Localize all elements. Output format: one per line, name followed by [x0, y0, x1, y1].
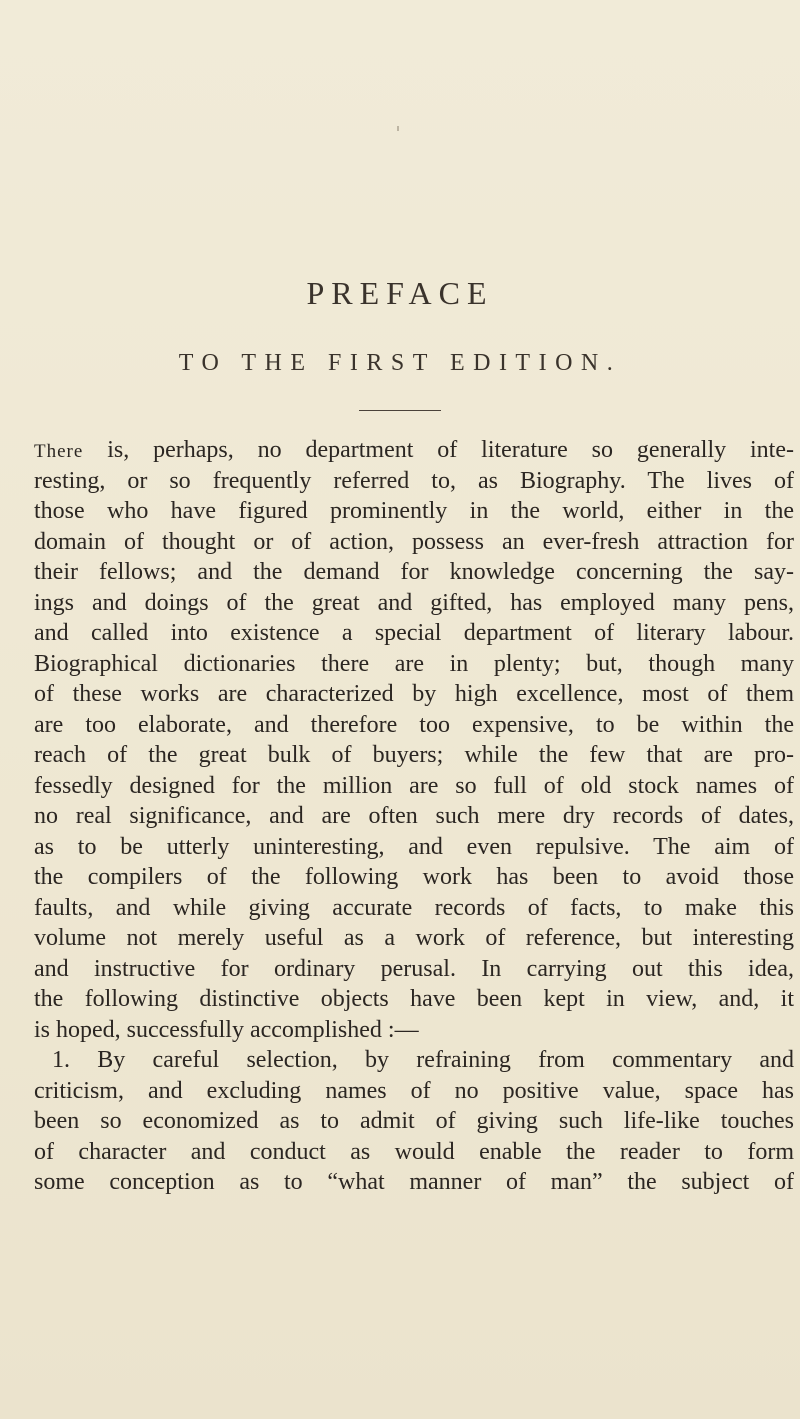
- text-line: are too elaborate, and therefore too expensive, to be within the: [34, 711, 794, 738]
- text-line: domain of thought or of action, possess an ever-fresh attraction for: [34, 528, 794, 555]
- page-subtitle: TO THE FIRST EDITION.: [178, 350, 622, 376]
- text-line: of these works are characterized by high excellence, most of them: [34, 681, 794, 707]
- text-line: their fellows; and the demand for knowledge concerning the say-: [34, 559, 794, 585]
- text-line: those who have figured prominently in the world, either in the: [34, 498, 794, 524]
- text-line: of character and conduct as would enable the reader to form: [34, 1138, 794, 1165]
- text-line: volume not merely useful as a work of reference, but interesting: [34, 925, 794, 951]
- text-line: Biographical dictionaries there are in plenty; but, though many: [34, 650, 794, 677]
- title-rule: [359, 410, 441, 411]
- text-line: and instructive for ordinary perusal. In carrying out this idea,: [34, 955, 794, 982]
- text-line: been so economized as to admit of giving such life-like touches: [34, 1108, 794, 1134]
- text-line: faults, and while giving accurate records of facts, to make this: [34, 894, 794, 921]
- text-line: criticism, and excluding names of no positive value, space has: [34, 1077, 794, 1104]
- text-line: is hoped, successfully accomplished :—: [34, 1016, 419, 1043]
- text-line: 1. By careful selection, by refraining from commentary and: [52, 1047, 794, 1073]
- text-line: the following distinctive objects have been kept in view, and, it: [34, 986, 794, 1012]
- text-line: the compilers of the following work has been to avoid those: [34, 864, 794, 890]
- paper-speck: [397, 126, 399, 131]
- text-line: as to be utterly uninteresting, and even repulsive. The aim of: [34, 833, 794, 860]
- drop-word: There: [34, 441, 84, 462]
- text-line: ings and doings of the great and gifted, has employed many pens,: [34, 589, 794, 616]
- text-line: no real significance, and are often such mere dry records of dates,: [34, 803, 794, 829]
- text-line: There is, perhaps, no department of literature so generally inte-: [34, 437, 794, 463]
- text-line: fessedly designed for the million are so full of old stock names of: [34, 772, 794, 799]
- text-line: some conception as to “what manner of man” the subject of: [34, 1169, 794, 1195]
- page-title: PREFACE: [306, 275, 494, 311]
- text-line: reach of the great bulk of buyers; while the few that are pro-: [34, 742, 794, 768]
- text-line: and called into existence a special department of literary labour.: [34, 620, 794, 646]
- preface-body: [34, 435, 794, 1198]
- text-line: resting, or so frequently referred to, as Biography. The lives of: [34, 467, 794, 494]
